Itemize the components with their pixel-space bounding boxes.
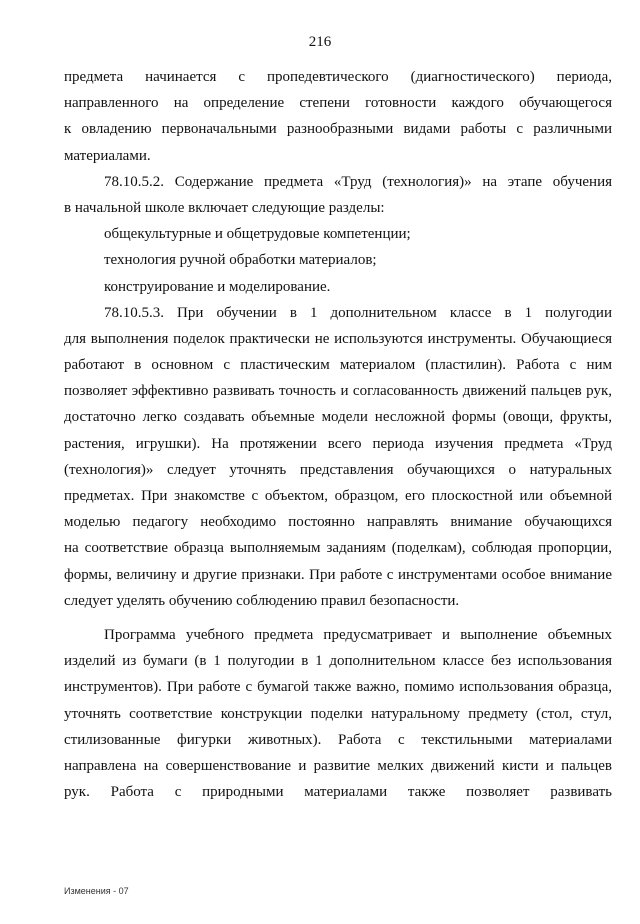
text-line: для выполнения поделок практически не используются инструменты. Обучающиеся [64,330,612,347]
text-line: уточнять соответствие конструкции поделки натуральному предмету (стол, стул, [64,705,612,722]
list-item: общекультурные и общетрудовые компетенции; [104,226,411,243]
text-line: на соответствие образца выполняемым заданиям (поделкам), соблюдая пропорции, [64,540,612,557]
text-line: работают в основном с пластическим материалом (пластилин). Работа с ним [64,357,612,374]
text-line: в начальной школе включает следующие разделы: [64,199,385,216]
text-line: направлена на совершенствование и развитие мелких движений кисти и пальцев [64,757,612,774]
text-line: изделий из бумаги (в 1 полугодии в 1 дополнительном классе без использования [64,653,612,670]
text-line: к овладению первоначальными разнообразными видами работы с различными [64,121,612,138]
document-body [64,64,612,805]
text-line: достаточно легко создавать объемные модели несложной формы (овощи, фрукты, [64,409,612,426]
text-line: следует уделять обучению соблюдению правил безопасности. [64,592,460,609]
text-line: предметах. При знакомстве с объектом, образцом, его плоскостной или объемной [64,488,612,504]
text-line: формы, величину и другие признаки. При работе с инструментами особое внимание [64,566,612,583]
text-line: Программа учебного предмета предусматривает и выполнение объемных [104,626,612,643]
text-line: растения, игрушки). На протяжении всего периода изучения предмета «Труд [64,435,612,452]
list-item: конструирование и моделирование. [104,278,331,295]
list-item: технология ручной обработки материалов; [104,252,377,269]
text-line: моделью педагогу необходимо постоянно направлять внимание обучающихся [64,514,612,531]
text-line: стилизованные фигурки животных). Работа с текстильными материалами [64,731,612,748]
text-line: позволяет эффективно развивать точность и согласованность движений пальцев рук, [64,383,612,400]
text-line: (технология)» следует уточнять представления обучающихся о натуральных [64,461,612,478]
footer-revision-note: Изменения - 07 [64,886,129,896]
text-line: рук. Работа с природными материалами также позволяет развивать [64,784,612,801]
text-line: направленного на определение степени готовности каждого обучающегося [64,95,612,112]
text-line: материалами. [64,147,151,164]
page-number: 216 [308,34,332,50]
text-line: предмета начинается с пропедевтического (диагностического) периода, [64,69,612,85]
text-line: 78.10.5.3. При обучении в 1 дополнительном классе в 1 полугодии [104,304,612,321]
text-line: 78.10.5.2. Содержание предмета «Труд (технология)» на этапе обучения [104,173,612,190]
text-line: инструментов). При работе с бумагой также важно, помимо использования образца, [64,679,612,696]
